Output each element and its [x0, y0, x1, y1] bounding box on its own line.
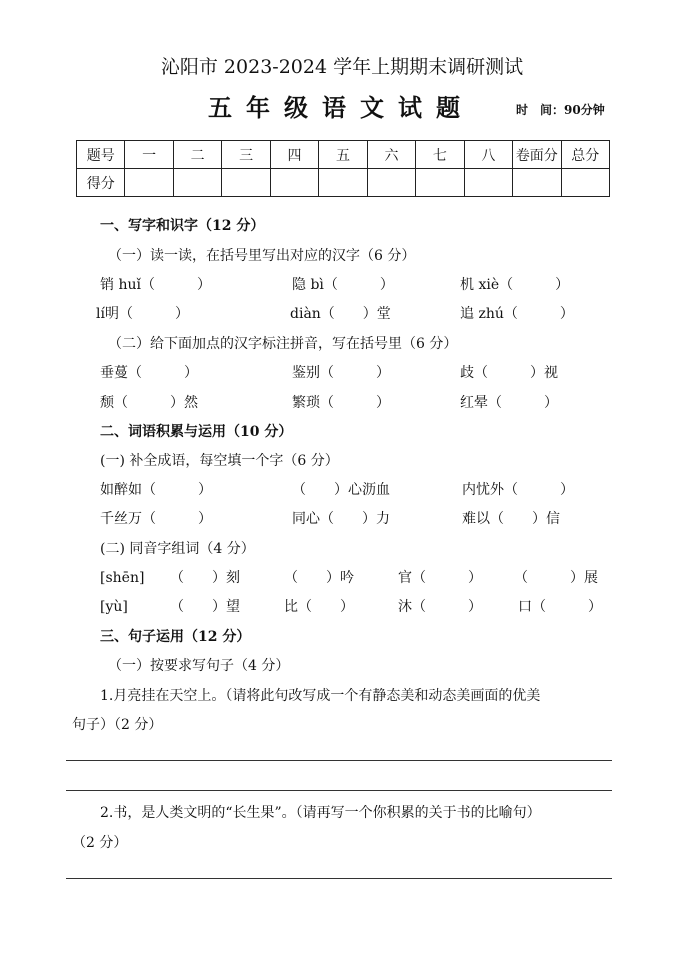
- section3-part1-heading: （一）按要求写句子（4 分）: [108, 658, 290, 674]
- score-blank: [561, 169, 609, 197]
- question-item: 垂蔓（ ）: [100, 365, 198, 381]
- question-item: 难以（ ）信: [462, 511, 560, 527]
- score-blank: [464, 169, 512, 197]
- question-item: 颓（ ）然: [100, 395, 198, 411]
- score-cell-2: 二: [173, 141, 221, 169]
- question-2-text: 2.书，是人类文明的“长生果”。（请再写一个你积累的关于书的比喻句）: [100, 805, 541, 821]
- question-item: 繁琐（ ）: [292, 395, 390, 411]
- score-blank: [367, 169, 415, 197]
- section2-heading: 二、词语积累与运用（10 分）: [100, 424, 293, 440]
- score-blank: [319, 169, 367, 197]
- question-2-text-cont: （2 分）: [72, 835, 128, 851]
- question-item: diàn（ ）堂: [290, 306, 391, 322]
- section1-heading: 一、写字和识字（12 分）: [100, 218, 265, 234]
- answer-line: [66, 790, 612, 791]
- question-item: 沐（ ）: [398, 599, 482, 615]
- pinyin-label: [shēn]: [100, 570, 145, 586]
- question-item: 鉴别（ ）: [292, 365, 390, 381]
- exam-duration: 时 间：90分钟: [516, 103, 605, 117]
- question-item: 官（ ）: [398, 570, 482, 586]
- score-cell-total: 总分: [561, 141, 609, 169]
- score-table: [76, 140, 610, 197]
- question-item: 红晕（ ）: [460, 395, 558, 411]
- question-item: 千丝万（ ）: [100, 511, 212, 527]
- question-item: 内忧外（ ）: [462, 482, 574, 498]
- title-line1: 沁阳市 2023-2024 学年上期期末调研测试: [160, 56, 524, 78]
- question-item: 同心（ ）力: [292, 511, 390, 527]
- question-item: 比（ ）: [284, 599, 354, 615]
- score-cell-5: 五: [319, 141, 367, 169]
- score-table-header-row: [77, 141, 610, 169]
- question-item: 隐 bì（ ）: [292, 277, 394, 293]
- score-cell-label: 题号: [77, 141, 125, 169]
- score-cell-1: 一: [125, 141, 173, 169]
- section2-part2-heading: (二) 同音字组词（4 分）: [100, 541, 255, 557]
- score-blank: [416, 169, 464, 197]
- question-item: （ ）刻: [170, 570, 240, 586]
- question-1-text-cont: 句子）（2 分）: [72, 717, 163, 733]
- question-item: lí明（ ）: [96, 306, 189, 322]
- answer-line: [66, 760, 612, 761]
- question-item: （ ）望: [170, 599, 240, 615]
- score-cell-3: 三: [222, 141, 270, 169]
- score-cell-7: 七: [416, 141, 464, 169]
- score-blank: [513, 169, 561, 197]
- score-blank: [125, 169, 173, 197]
- question-1-text: 1.月亮挂在天空上。（请将此句改写成一个有静态美和动态美画面的优美: [100, 688, 541, 704]
- section2-part1-heading: (一) 补全成语，每空填一个字（6 分）: [100, 453, 339, 469]
- question-item: （ ）展: [514, 570, 598, 586]
- score-blank: [270, 169, 318, 197]
- question-item: 歧（ ）视: [460, 365, 558, 381]
- score-blank: [173, 169, 221, 197]
- question-item: 如醉如（ ）: [100, 482, 212, 498]
- section1-part1-heading: （一）读一读，在括号里写出对应的汉字（6 分）: [108, 248, 416, 264]
- score-cell-4: 四: [270, 141, 318, 169]
- question-item: 销 huǐ（ ）: [100, 277, 211, 293]
- score-blank: [222, 169, 270, 197]
- question-item: 口（ ）: [518, 599, 602, 615]
- question-item: 追 zhú（ ）: [460, 306, 574, 322]
- score-row-label: 得分: [77, 169, 125, 197]
- section3-heading: 三、句子运用（12 分）: [100, 629, 251, 645]
- answer-line: [66, 878, 612, 879]
- score-cell-neatness: 卷面分: [513, 141, 561, 169]
- question-item: （ ）吟: [284, 570, 354, 586]
- score-table-score-row: [77, 169, 610, 197]
- section1-part2-heading: （二）给下面加点的汉字标注拼音，写在括号里（6 分）: [108, 336, 458, 352]
- pinyin-label: [yù]: [100, 599, 128, 615]
- score-cell-8: 八: [464, 141, 512, 169]
- question-item: 机 xiè（ ）: [460, 277, 570, 293]
- score-cell-6: 六: [367, 141, 415, 169]
- question-item: （ ）心沥血: [292, 482, 390, 498]
- page-title: 五年级语文试题: [208, 93, 474, 122]
